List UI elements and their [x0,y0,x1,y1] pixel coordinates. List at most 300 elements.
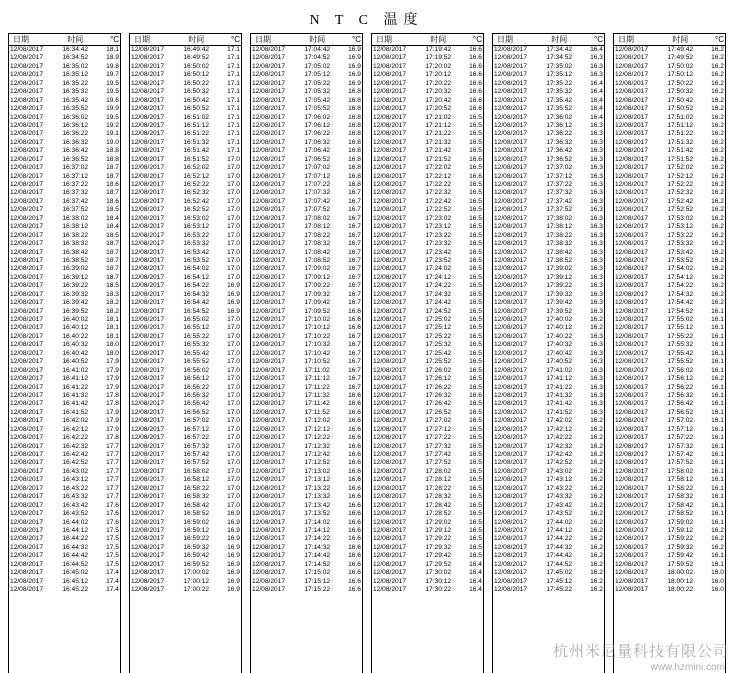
row-temp: 16.3 [590,408,603,416]
row-date: 12/08/2017 [373,358,407,366]
row-temp: 17.0 [227,425,240,433]
row-temp: 16.5 [469,543,482,551]
row-time: 16:59:12 [183,526,210,534]
row-temp: 16.5 [469,408,482,416]
row-time: 18:00:22 [667,586,694,593]
row-temp: 17.0 [227,400,240,408]
row-date: 12/08/2017 [10,358,44,366]
table-row [130,375,241,383]
table-row [130,308,241,316]
row-date: 12/08/2017 [373,113,407,121]
table-row [251,333,362,341]
table-row [251,130,362,138]
table-column [371,33,484,673]
row-temp: 17.4 [106,586,119,593]
row-date: 12/08/2017 [131,147,165,155]
row-date: 12/08/2017 [615,552,649,560]
row-date: 12/08/2017 [131,113,165,121]
row-temp: 16.2 [590,577,603,585]
table-row [372,71,483,79]
row-date: 12/08/2017 [131,248,165,256]
row-temp: 17.0 [227,316,240,323]
row-date: 12/08/2017 [373,147,407,155]
table-row [130,88,241,96]
row-date: 12/08/2017 [494,71,528,79]
row-time: 16:52:12 [183,172,210,180]
row-temp: 17.0 [227,417,240,425]
row-time: 17:57:22 [667,434,694,442]
row-temp: 17.1 [227,138,240,146]
row-temp: 17.0 [227,459,240,467]
table-row [9,223,120,231]
table-row [372,63,483,71]
row-date: 12/08/2017 [252,79,286,87]
row-time: 16:53:02 [183,214,210,222]
row-temp: 17.9 [106,358,119,366]
row-date: 12/08/2017 [131,273,165,281]
row-time: 16:57:22 [183,434,210,442]
table-row [614,215,725,223]
row-time: 17:20:42 [425,96,452,104]
row-date: 12/08/2017 [131,105,165,113]
row-time: 17:41:52 [546,408,573,416]
row-date: 12/08/2017 [615,79,649,87]
row-date: 12/08/2017 [494,138,528,146]
table-row [614,569,725,577]
table-row [130,350,241,358]
row-temp: 16.3 [590,71,603,79]
row-time: 17:44:12 [546,526,573,534]
row-time: 16:38:32 [62,240,89,248]
row-date: 12/08/2017 [252,459,286,467]
row-time: 17:38:02 [546,214,573,222]
table-row [372,80,483,88]
row-date: 12/08/2017 [494,307,528,315]
row-time: 17:13:52 [304,510,331,518]
table-row [372,333,483,341]
row-date: 12/08/2017 [10,476,44,484]
table-row [372,257,483,265]
row-time: 17:22:52 [425,206,452,214]
row-temp: 16.2 [590,324,603,332]
row-time: 17:56:52 [667,408,694,416]
header-time: 时间 [672,35,689,44]
table-row [493,114,604,122]
table-row [493,409,604,417]
table-row [130,502,241,510]
row-date: 12/08/2017 [373,543,407,551]
row-date: 12/08/2017 [373,130,407,138]
row-time: 16:50:22 [183,79,210,87]
row-temp: 16.1 [711,434,724,442]
row-date: 12/08/2017 [494,543,528,551]
row-time: 17:13:42 [304,501,331,509]
row-date: 12/08/2017 [252,560,286,568]
row-temp: 16.3 [590,282,603,290]
table-row [493,88,604,96]
table-row [9,417,120,425]
row-date: 12/08/2017 [615,164,649,172]
row-temp: 16.4 [469,577,482,585]
row-temp: 16.0 [711,586,724,593]
row-date: 12/08/2017 [615,408,649,416]
row-date: 12/08/2017 [252,493,286,501]
row-time: 16:53:32 [183,240,210,248]
row-time: 17:19:42 [425,46,452,53]
row-temp: 16.7 [348,265,361,273]
row-temp: 16.6 [348,535,361,543]
table-row [614,156,725,164]
row-date: 12/08/2017 [10,586,44,593]
table-row [614,400,725,408]
row-time: 18:00:02 [667,569,694,577]
row-time: 17:21:52 [425,155,452,163]
row-date: 12/08/2017 [10,265,44,273]
row-temp: 16.2 [711,189,724,197]
row-date: 12/08/2017 [615,451,649,458]
row-temp: 16.2 [590,417,603,425]
row-time: 17:24:22 [425,282,452,290]
row-date: 12/08/2017 [494,96,528,104]
row-temp: 16.3 [590,62,603,70]
table-row [372,535,483,543]
table-column [8,33,121,673]
table-row [9,139,120,147]
row-date: 12/08/2017 [252,223,286,231]
row-time: 16:37:02 [62,164,89,172]
row-time: 17:06:22 [304,130,331,138]
row-temp: 16.4 [590,88,603,96]
row-date: 12/08/2017 [615,138,649,146]
row-time: 17:06:02 [304,113,331,121]
row-time: 16:43:32 [62,493,89,501]
row-time: 17:27:02 [425,417,452,425]
row-date: 12/08/2017 [373,535,407,543]
row-temp: 16.2 [590,476,603,484]
table-row [9,105,120,113]
row-temp: 16.1 [711,459,724,467]
row-date: 12/08/2017 [494,526,528,534]
row-date: 12/08/2017 [494,54,528,62]
row-date: 12/08/2017 [131,299,165,307]
table-row [130,164,241,172]
row-time: 16:54:22 [183,282,210,290]
row-date: 12/08/2017 [131,240,165,248]
row-date: 12/08/2017 [373,231,407,239]
row-time: 16:55:52 [183,358,210,366]
row-date: 12/08/2017 [615,425,649,433]
table-row [9,232,120,240]
table-row [251,375,362,383]
row-temp: 16.9 [348,62,361,70]
row-temp: 16.5 [469,240,482,248]
table-row [493,139,604,147]
row-time: 17:14:52 [304,560,331,568]
header-date: 日期 [497,35,513,44]
table-row [251,80,362,88]
row-time: 17:50:42 [667,96,694,104]
row-temp: 16.3 [590,231,603,239]
row-date: 12/08/2017 [615,417,649,425]
row-time: 17:50:52 [667,105,694,113]
row-date: 12/08/2017 [494,223,528,231]
row-time: 16:57:02 [183,417,210,425]
table-row [251,198,362,206]
row-time: 17:54:32 [667,290,694,298]
row-temp: 18.6 [106,197,119,205]
table-row [251,367,362,375]
row-temp: 16.2 [711,71,724,79]
table-row [251,282,362,290]
row-time: 17:09:42 [304,299,331,307]
row-time: 16:50:32 [183,88,210,96]
header-time: 时间 [67,35,84,44]
table-row [614,443,725,451]
row-temp: 17.0 [227,172,240,180]
row-temp: 16.2 [711,535,724,543]
row-time: 17:58:42 [667,501,694,509]
row-time: 17:23:42 [425,248,452,256]
row-temp: 17.0 [227,349,240,357]
table-row [372,105,483,113]
table-row [372,215,483,223]
table-row [614,291,725,299]
table-row [614,97,725,105]
row-time: 17:05:32 [304,88,331,96]
row-date: 12/08/2017 [252,375,286,383]
row-time: 16:55:12 [183,324,210,332]
row-time: 16:43:02 [62,467,89,475]
row-date: 12/08/2017 [615,467,649,475]
table-row [9,97,120,105]
row-time: 17:39:22 [546,282,573,290]
row-time: 17:34:52 [546,54,573,62]
row-time: 17:12:12 [304,425,331,433]
row-temp: 16.7 [348,383,361,391]
row-date: 12/08/2017 [494,324,528,332]
table-row [372,375,483,383]
table-row [251,417,362,425]
row-temp: 16.6 [469,155,482,163]
table-row [9,164,120,172]
row-temp: 18.1 [106,316,119,323]
row-time: 17:27:22 [425,434,452,442]
column-header [251,34,362,46]
row-temp: 16.6 [469,88,482,96]
row-temp: 16.5 [469,248,482,256]
row-date: 12/08/2017 [252,206,286,214]
row-date: 12/08/2017 [10,164,44,172]
table-row [614,510,725,518]
row-time: 17:37:12 [546,172,573,180]
row-date: 12/08/2017 [373,79,407,87]
row-temp: 16.1 [711,408,724,416]
table-row [9,198,120,206]
row-time: 17:11:42 [304,400,330,408]
table-row [614,375,725,383]
row-date: 12/08/2017 [10,172,44,180]
row-temp: 18.0 [106,349,119,357]
row-temp: 16.4 [590,79,603,87]
row-date: 12/08/2017 [131,501,165,509]
row-date: 12/08/2017 [10,467,44,475]
row-time: 17:44:22 [546,535,573,543]
row-date: 12/08/2017 [373,189,407,197]
row-date: 12/08/2017 [10,206,44,214]
table-row [130,173,241,181]
row-temp: 17.0 [227,181,240,188]
table-row [9,493,120,501]
table-row [9,299,120,307]
row-time: 17:30:22 [425,586,452,593]
row-time: 17:28:12 [425,476,452,484]
row-date: 12/08/2017 [373,349,407,357]
row-temp: 16.6 [348,560,361,568]
row-time: 17:14:42 [304,552,331,560]
table-row [251,341,362,349]
table-row [614,586,725,594]
row-date: 12/08/2017 [615,391,649,399]
table-row [251,189,362,197]
row-temp: 16.0 [711,577,724,585]
table-row [9,561,120,569]
table-row [493,341,604,349]
row-temp: 17.1 [227,105,240,113]
row-time: 16:57:12 [183,425,210,433]
row-date: 12/08/2017 [252,434,286,442]
row-date: 12/08/2017 [373,484,407,492]
row-date: 12/08/2017 [615,324,649,332]
row-date: 12/08/2017 [252,484,286,492]
table-row [372,527,483,535]
row-temp: 17.1 [227,88,240,96]
row-date: 12/08/2017 [615,526,649,534]
row-date: 12/08/2017 [252,172,286,180]
row-time: 16:42:42 [62,451,89,458]
table-row [372,114,483,122]
table-row [372,206,483,214]
row-temp: 16.1 [711,552,724,560]
table-row [9,544,120,552]
row-time: 17:55:02 [667,316,694,323]
row-date: 12/08/2017 [494,231,528,239]
row-temp: 16.2 [590,586,603,593]
row-date: 12/08/2017 [615,586,649,593]
row-date: 12/08/2017 [615,223,649,231]
row-temp: 16.6 [348,307,361,315]
row-date: 12/08/2017 [494,383,528,391]
table-row [251,324,362,332]
table-row [251,139,362,147]
row-time: 16:34:42 [62,46,89,53]
row-date: 12/08/2017 [252,240,286,248]
row-date: 12/08/2017 [252,586,286,593]
table-row [493,274,604,282]
header-date: 日期 [376,35,392,44]
row-temp: 16.7 [348,206,361,214]
row-date: 12/08/2017 [494,256,528,264]
row-time: 17:41:02 [546,366,573,374]
row-time: 17:56:42 [667,400,694,408]
table-row [372,164,483,172]
table-row [372,468,483,476]
table-row [493,122,604,130]
row-date: 12/08/2017 [373,476,407,484]
table-row [251,527,362,535]
row-time: 17:56:12 [667,375,694,383]
row-date: 12/08/2017 [252,164,286,172]
row-time: 17:52:02 [667,164,694,172]
row-temp: 16.2 [590,442,603,450]
table-row [130,215,241,223]
row-time: 17:35:42 [546,96,573,104]
row-time: 16:44:32 [62,543,89,551]
table-row [614,164,725,172]
table-row [614,223,725,231]
table-row [614,476,725,484]
row-temp: 16.5 [469,282,482,290]
table-row [614,459,725,467]
row-time: 17:27:52 [425,459,452,467]
table-row [9,341,120,349]
row-temp: 18.7 [106,189,119,197]
row-temp: 17.0 [227,248,240,256]
row-temp: 16.5 [469,299,482,307]
row-temp: 17.0 [227,223,240,231]
row-time: 17:10:32 [304,341,331,349]
row-date: 12/08/2017 [373,518,407,526]
row-time: 17:09:32 [304,290,331,298]
table-row [251,426,362,434]
row-date: 12/08/2017 [10,459,44,467]
row-date: 12/08/2017 [615,442,649,450]
row-time: 17:55:52 [667,358,694,366]
row-date: 12/08/2017 [494,493,528,501]
table-row [614,80,725,88]
row-time: 17:52:52 [667,206,694,214]
row-date: 12/08/2017 [131,290,165,298]
row-date: 12/08/2017 [494,181,528,188]
table-row [493,443,604,451]
row-temp: 18.5 [106,282,119,290]
table-row [9,392,120,400]
row-date: 12/08/2017 [131,206,165,214]
row-temp: 16.8 [348,88,361,96]
table-row [372,88,483,96]
table-row [130,299,241,307]
row-temp: 16.5 [469,552,482,560]
row-time: 17:53:32 [667,240,694,248]
row-temp: 16.6 [348,425,361,433]
row-date: 12/08/2017 [494,400,528,408]
row-temp: 17.0 [227,391,240,399]
row-temp: 16.5 [469,181,482,188]
row-date: 12/08/2017 [615,54,649,62]
table-row [9,189,120,197]
row-date: 12/08/2017 [10,400,44,408]
row-temp: 16.8 [348,105,361,113]
row-time: 17:41:32 [546,391,573,399]
row-time: 17:08:52 [304,256,331,264]
row-date: 12/08/2017 [10,248,44,256]
row-date: 12/08/2017 [373,88,407,96]
row-time: 17:05:02 [304,62,331,70]
row-temp: 16.2 [711,223,724,231]
row-date: 12/08/2017 [373,366,407,374]
row-temp: 16.3 [590,375,603,383]
table-row [372,240,483,248]
table-row [614,350,725,358]
